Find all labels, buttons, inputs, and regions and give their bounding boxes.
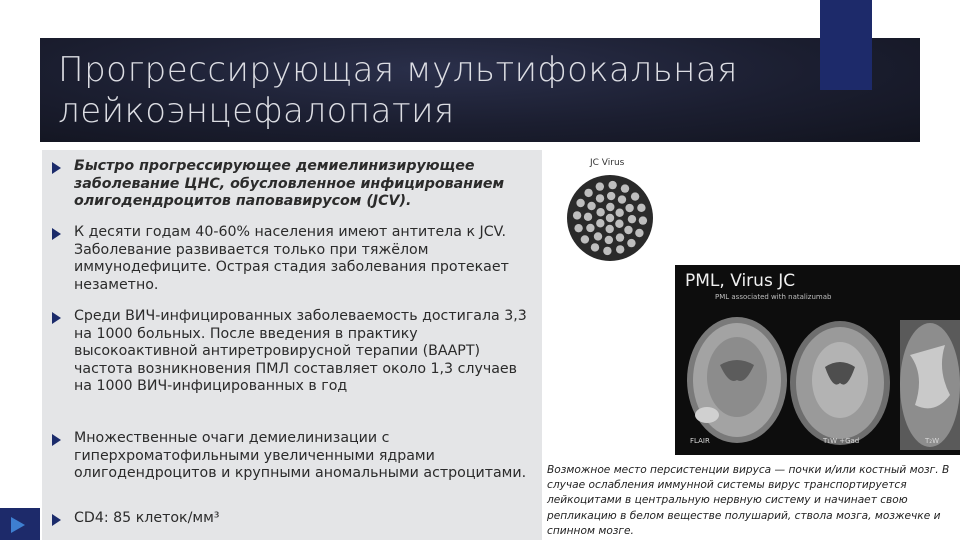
mri-caption: FLAIR <box>690 437 710 445</box>
bullet-text: Быстро прогрессирующее демиелинизирующее заболевание ЦНС, обусловленное инфицированием олигодендроцитов паповавирусом (JCV). <box>74 158 505 209</box>
mri-subtitle: PML associated with natalizumab <box>715 293 832 301</box>
bullet-arrow-icon <box>52 228 61 240</box>
jc-virus-image <box>560 168 660 268</box>
mri-title: PML, Virus JC <box>685 271 796 291</box>
mri-caption: T₂W <box>925 437 940 445</box>
bullet-text: К десяти годам 40-60% населения имеют антитела к JCV. Заболевание развивается только при тяжёлом иммунодефиците. Острая стадия заболевания протекает незаметно. <box>74 224 509 293</box>
bullet-arrow-icon <box>52 514 61 526</box>
accent-block-bottom <box>0 508 40 540</box>
bullet-text: CD4: 85 клеток/мм³ <box>74 510 220 526</box>
mri-caption: T₁W +Gad <box>823 437 860 445</box>
play-triangle-icon <box>11 517 25 533</box>
bullet-arrow-icon <box>52 434 61 446</box>
slide-title: Прогрессирующая мультифокальная лейкоэнцефалопатия <box>58 50 738 131</box>
bullet-panel <box>42 150 542 540</box>
accent-block-top <box>820 0 872 90</box>
bullet-text: Среди ВИЧ-инфицированных заболеваемость достигала 3,3 на 1000 больных. После введения в практику высокоактивной антиретровирусной терапии (ВААРТ) частота возникновения ПМЛ составляет около 1,3 случаев на 1000 ВИЧ-инфицированных в год <box>74 308 527 394</box>
bullet-arrow-icon <box>52 312 61 324</box>
mri-figure <box>675 265 960 455</box>
figure-caption: Возможное место персистенции вируса — почки и/или костный мозг. В случае ослабления иммунной системы вирус транспортируется лейкоцитами в центральную нервную систему и начинает свою репликацию в белом веществе полушарий, ствола мозга, мозжечке и спинном мозге. <box>547 464 950 537</box>
virus-figure-label: JC Virus <box>590 158 625 168</box>
bullet-text: Множественные очаги демиелинизации с гиперхроматофильными увеличенными ядрами олигодендроцитов и крупными аномальными астроцитами. <box>74 430 527 481</box>
mri-scans-image <box>675 265 960 455</box>
bullet-arrow-icon <box>52 162 61 174</box>
